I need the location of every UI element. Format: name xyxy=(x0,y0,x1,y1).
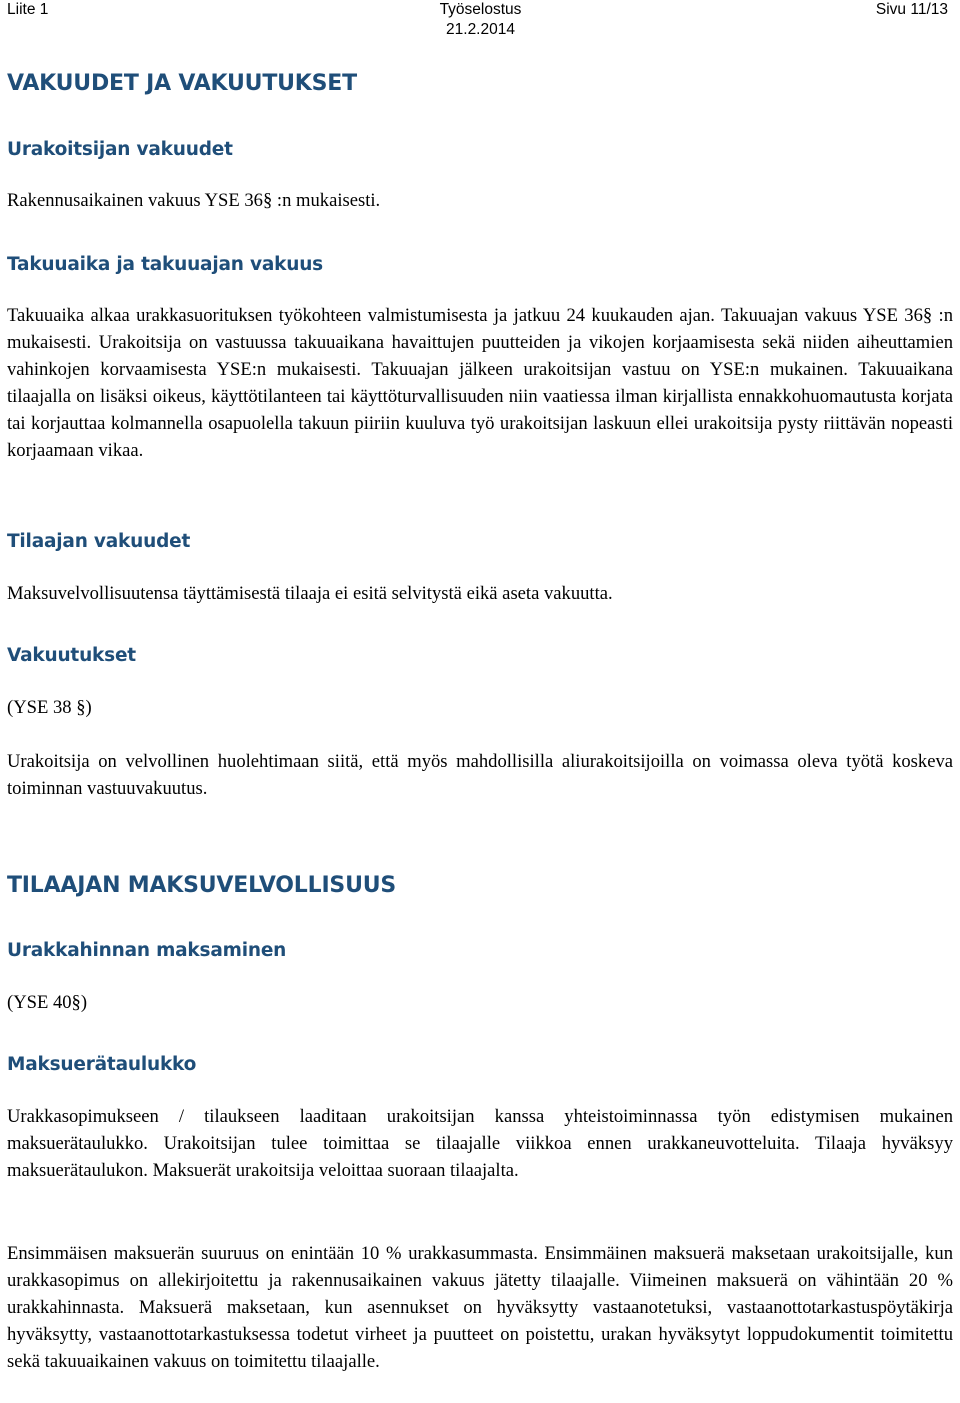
paragraph-maksueratalukko: Urakkasopimukseen / tilaukseen laaditaan urakoitsijan kanssa yhteistoiminnassa työn edistymisen mukainen maksuerätaulukko. Urakoitsijan tulee toimittaa se tilaajalle viikkoa ennen urakkaneuvotteluita. Tilaaja hyväksyy maksuerätaulukon. Maksuerät urakoitsija veloittaa suoraan tilaajalta. xyxy=(7,1106,953,1181)
heading-takuuaika: Takuuaika ja takuuajan vakuus xyxy=(7,254,323,275)
header-document-date: 21.2.2014 xyxy=(446,21,515,38)
heading-tilaajan-maksuvelvollisuus: TILAAJAN MAKSUVELVOLLISUUS xyxy=(7,873,397,898)
header-document-info xyxy=(7,0,954,40)
header-document-title: Työselostus xyxy=(439,1,522,18)
paragraph-vastuuvakuutus: Urakoitsija on velvollinen huolehtimaan siitä, että myös mahdollisilla aliurakoitsijoilla on voimassa oleva työtä koskeva toiminnan vastuuvakuutus. xyxy=(7,751,953,799)
heading-tilaajan-vakuudet: Tilaajan vakuudet xyxy=(7,531,191,552)
paragraph-maksuerat: Ensimmäisen maksuerän suuruus on enintään 10 % urakkasummasta. Ensimmäinen maksuerä maksetaan urakoitsijalle, kun urakkasopimus on allekirjoitettu ja rakennusaikainen vakuus jätetty tilaajalle. Viimeinen maksuerä on vähintään 20 % urakkahinnasta. Maksuerä maksetaan, kun asennukset on hyväksytty vastaanotetuksi, vastaanottotarkastuspöytäkirja hyväksytty, vastaanottotarkastuksessa todetut virheet ja puutteet on poistettu, urakan hyväksytyt loppudokumentit toimitettu sekä takuuaikainen vakuus on toimitettu tilaajalle. xyxy=(7,1243,953,1372)
page-header xyxy=(7,0,954,46)
paragraph-tilaajan-vakuudet: Maksuvelvollisuutensa täyttämisestä tilaaja ei esitä selvitystä eikä aseta vakuutta. xyxy=(7,583,613,604)
paragraph-takuuaika: Takuuaika alkaa urakkasuorituksen työkohteen valmistumisesta ja jatkuu 24 kuukauden ajan. Takuuajan vakuus YSE 36§ :n mukaisesti. Urakoitsija on vastuussa takuuaikana havaittujen puutteiden ja vikojen korjaamisesta sekä niiden aiheuttamien vahinkojen korvaamisesta YSE:n mukaisesti. Takuuajan jälkeen urakoitsijan vastuu on YSE:n mukainen. Takuuaikana tilaajalla on lisäksi oikeus, käyttötilanteen tai käyttöturvallisuuden niin vaatiessa ilman kirjallista ennakkohuomautusta korjata tai korjauttaa kolmannella osapuolella takuun piiriin kuuluva työ urakoitsijan laskuun ellei urakoitsija pysty riittävän nopeasti korjaamaan vikaa. xyxy=(7,305,953,461)
heading-urakoitsijan-vakuudet: Urakoitsijan vakuudet xyxy=(7,139,233,160)
heading-maksueratalukko: Maksuerätaulukko xyxy=(7,1054,197,1075)
paragraph-yse-40: (YSE 40§) xyxy=(7,992,88,1013)
paragraph-yse-38: (YSE 38 §) xyxy=(7,697,92,718)
heading-vakuutukset: Vakuutukset xyxy=(7,645,136,666)
header-page-number: Sivu 11/13 xyxy=(875,1,948,18)
header-attachment-label: Liite 1 xyxy=(7,1,49,18)
paragraph-rakennusaikainen-vakuus: Rakennusaikainen vakuus YSE 36§ :n mukaisesti. xyxy=(7,190,381,211)
heading-urakkahinnan-maksaminen: Urakkahinnan maksaminen xyxy=(7,940,287,961)
heading-vakuudet-ja-vakuutukset: VAKUUDET JA VAKUUTUKSET xyxy=(7,71,357,96)
